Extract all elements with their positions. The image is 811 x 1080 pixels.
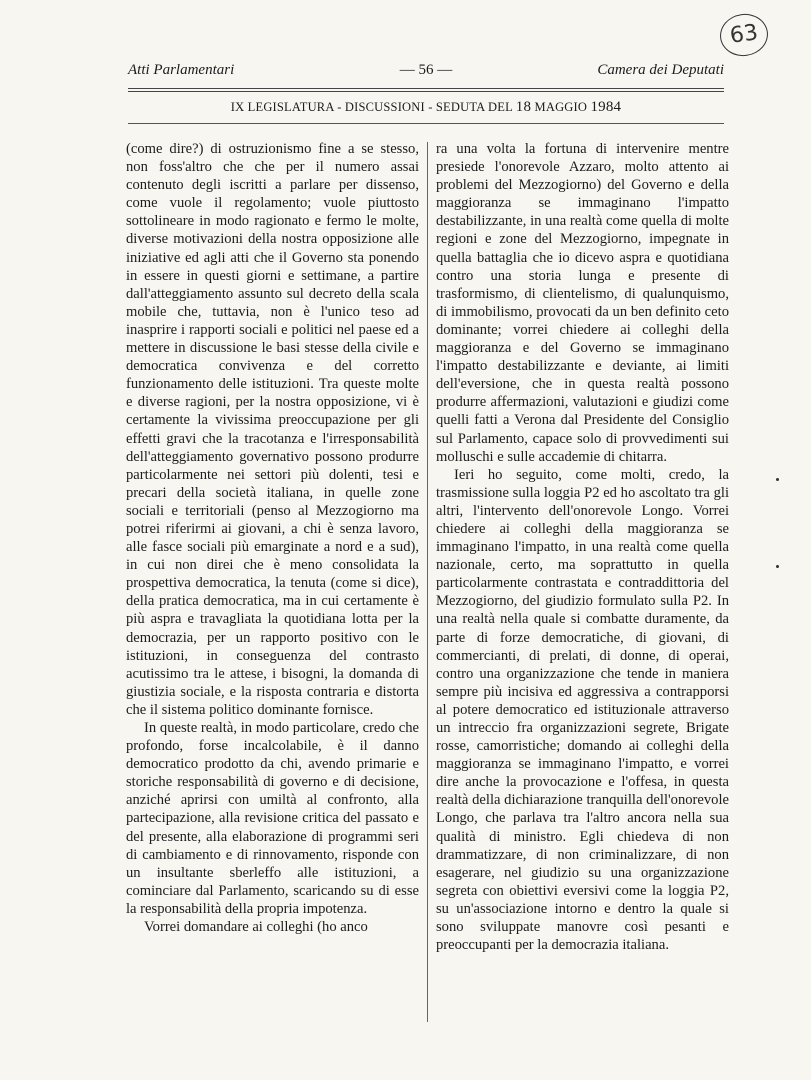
session-year: 1984	[590, 99, 622, 115]
left-column	[126, 140, 419, 936]
session-day: 18	[515, 99, 532, 115]
handwritten-page-stamp: 63	[717, 11, 770, 59]
right-column	[436, 140, 729, 954]
paragraph: Ieri ho seguito, come molti, credo, la trasmissione sulla loggia P2 ed ho ascoltato tra gli altri, l'intervento dell'onorevole Longo. Vorrei chiedere ai colleghi della maggioranza se immaginano l'impatto, in una realtà come quella nazionale, certo, ma soprattutto in quella particolarmente contrastata e contraddittoria del Mezzogiorno, del giudizio formulato sulla P2. In una realtà nella quale si combatte duramente, da parte di forze democratiche, di giovani, di commercianti, di prelati, di donne, di operai, contro una organizzazione che tende in maniera sempre più incisiva ed aggressiva a contrapporsi al potere democratico ed istituzionale attraverso un intreccio fra organizzazioni segrete, Brigate rosse, camorristiche; domando ai colleghi della maggioranza se immaginano l'impatto, e vorrei dire anche la provocazione e l'offesa, in questa realtà della dichiarazione tranquilla dell'onorevole Longo, che parlava tra l'altro ancora nella sua qualità di ministro. Egli chiedeva di non drammatizzare, di non criminalizzare, di non esagerare, nel giudizio su una organizzazione segreta con obiettivi eversivi come la loggia P2, su un'associazione intorno e dentro la quale si sono sviluppate manovre così pesanti e preoccupanti per la democrazia italiana.	[436, 466, 729, 954]
session-month: MAGGIO	[534, 100, 588, 114]
paragraph: (come dire?) di ostruzionismo fine a se stesso, non foss'altro che che per il numero assai contenuto degli iscritti a parlare per dissenso, come vuole il regolamento; vuole piuttosto sottolineare in modo ragionato e fermo le molte, diverse motivazioni della nostra opposizione alle iniziative ed agli atti che il Governo sta ponendo in essere in questi giorni e settimane, a partire dall'atteggiamento assunto sul decreto della scala mobile che, tuttavia, non è l'unico teso ad inasprire i rapporti sociali e politici nel paese ed a mettere in discussione le basi stesse della civile e democratica convivenza e del corretto funzionamento delle istituzioni. Tra queste molte e diverse ragioni, per la nostra opposizione, vi è certamente la vivissima preoccupazione per gli effetti gravi che la tracotanza e l'irresponsabilità dell'atteggiamento governativo possono produrre particolarmente nei settori più dolenti, tesi e precari della società italiana, in quelle zone sociali e territoriali (penso al Mezzogiorno ma potrei riferirmi ai giovani, a chi è senza lavoro, alle fasce sociali più emarginate a nord e a sud), in cui non direi che è meno consolidata la prospettiva democratica, la tenuta (come si dice), della pratica democratica, ma in cui certamente è più aspra e travagliata la quotidiana lotta per la democrazia, per un rapporto positivo con le istituzioni, in conseguenza del contrasto acutissimo tra le attese, i bisogni, la domanda di giustizia sociale, e la risposta contraria e distorta che il sistema politico dominante fornisce.	[126, 141, 419, 718]
paragraph: Vorrei domandare ai colleghi (ho anco	[144, 919, 368, 936]
paragraph: In queste realtà, in modo particolare, credo che profondo, forse incalcolabile, è il danno democratico prodotto da chi, avendo primarie e storiche responsabilità di governo e di decisione, anziché aprirsi con umiltà al confronto, alla partecipazione, alla revisione critica del passato e del presente, alla elaborazione di programmi seri di cambiamento e di rinnovamento, risponde con un insultante sberleffo alle istituzioni, a cominciare dal Parlamento, scaricando su di esse la responsabilità della propria impotenza.	[126, 720, 419, 917]
column-divider	[427, 142, 428, 1022]
header-chamber: Camera dei Deputati	[597, 62, 724, 78]
session-line	[128, 99, 724, 116]
header-single-rule	[128, 123, 724, 124]
session-prefix: IX LEGISLATURA - DISCUSSIONI - SEDUTA DEL	[230, 100, 513, 114]
running-header	[128, 62, 724, 84]
scan-speck	[776, 478, 779, 481]
header-double-rule	[128, 88, 724, 92]
scan-speck	[776, 565, 779, 568]
paragraph: ra una volta la fortuna di intervenire mentre presiede l'onorevole Azzaro, molto attento ai problemi del Mezzogiorno) del Governo e della maggioranza se immaginano l'impatto destabilizzante, in una realtà come quella di molte regioni e zone del Mezzogiorno, impegnate in quella battaglia che io dicevo aspra e quotidiana contro una storia lunga e presente di trasformismo, di clientelismo, di qualunquismo, di immobilismo, provocati da un ben definito ceto dominante; vorrei chiedere ai colleghi della maggioranza e del Governo se immaginano l'impatto destabilizzante e deviante, ai limiti dell'eversione, che in questa realtà possono produrre affermazioni, valutazioni e giudizi come quelli fatti a Verona dal Presidente del Consiglio sul Parlamento, capace solo di provvedimenti sui molluschi e sulle accademie di chitarra.	[436, 141, 729, 465]
header-page-number: — 56 —	[399, 62, 453, 78]
header-publication: Atti Parlamentari	[128, 62, 235, 78]
